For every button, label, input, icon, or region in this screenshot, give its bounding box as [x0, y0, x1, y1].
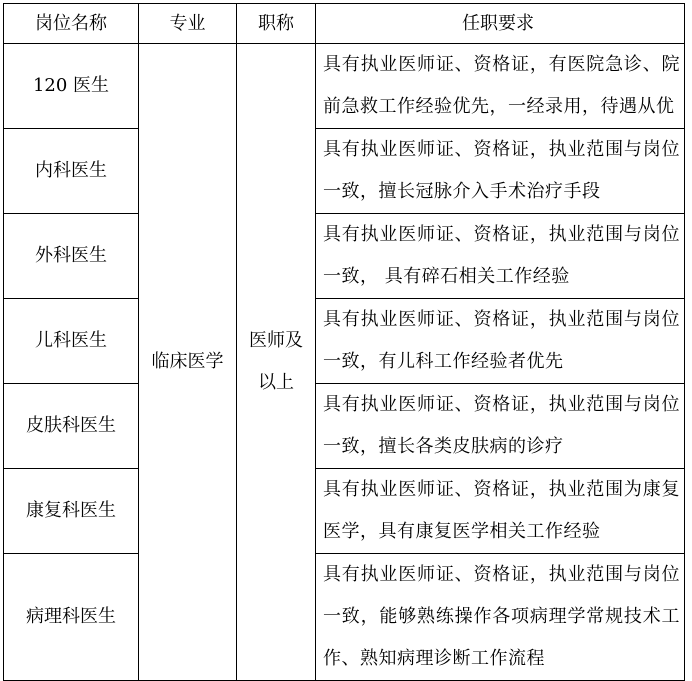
requirement-cell: 具有执业医师证、资格证，有医院急诊、院前急救工作经验优先，一经录用，待遇从优 — [316, 44, 685, 129]
table-row — [4, 384, 685, 469]
requirement-cell: 具有执业医师证、资格证，执业范围为康复医学，具有康复医学相关工作经验 — [316, 469, 685, 554]
position-cell: 内科医生 — [4, 129, 139, 214]
position-cell: 外科医生 — [4, 214, 139, 299]
header-position: 岗位名称 — [4, 4, 139, 44]
requirement-cell: 具有执业医师证、资格证，执业范围与岗位一致， 具有碎石相关工作经验 — [316, 214, 685, 299]
table-row — [4, 214, 685, 299]
table-row — [4, 299, 685, 384]
requirement-cell: 具有执业医师证、资格证，执业范围与岗位一致，擅长冠脉介入手术治疗手段 — [316, 129, 685, 214]
position-cell: 病理科医生 — [4, 554, 139, 681]
position-cell: 儿科医生 — [4, 299, 139, 384]
title-line-2: 以上 — [258, 372, 294, 393]
major-cell: 临床医学 — [139, 44, 237, 681]
table-row — [4, 44, 685, 129]
header-requirement: 任职要求 — [316, 4, 685, 44]
title-line-1: 医师及 — [249, 330, 303, 351]
position-cell: 康复科医生 — [4, 469, 139, 554]
header-title: 职称 — [237, 4, 316, 44]
position-cell: 皮肤科医生 — [4, 384, 139, 469]
job-requirements-table — [3, 3, 685, 681]
header-major: 专业 — [139, 4, 237, 44]
table-row — [4, 469, 685, 554]
table-row — [4, 554, 685, 681]
requirement-cell: 具有执业医师证、资格证，执业范围与岗位一致，有儿科工作经验者优先 — [316, 299, 685, 384]
position-cell: 120 医生 — [4, 44, 139, 129]
table-header-row — [4, 4, 685, 44]
table-row — [4, 129, 685, 214]
requirement-cell: 具有执业医师证、资格证，执业范围与岗位一致，擅长各类皮肤病的诊疗 — [316, 384, 685, 469]
title-cell — [237, 44, 316, 681]
requirement-cell: 具有执业医师证、资格证，执业范围与岗位一致，能够熟练操作各项病理学常规技术工作、熟知病理诊断工作流程 — [316, 554, 685, 681]
